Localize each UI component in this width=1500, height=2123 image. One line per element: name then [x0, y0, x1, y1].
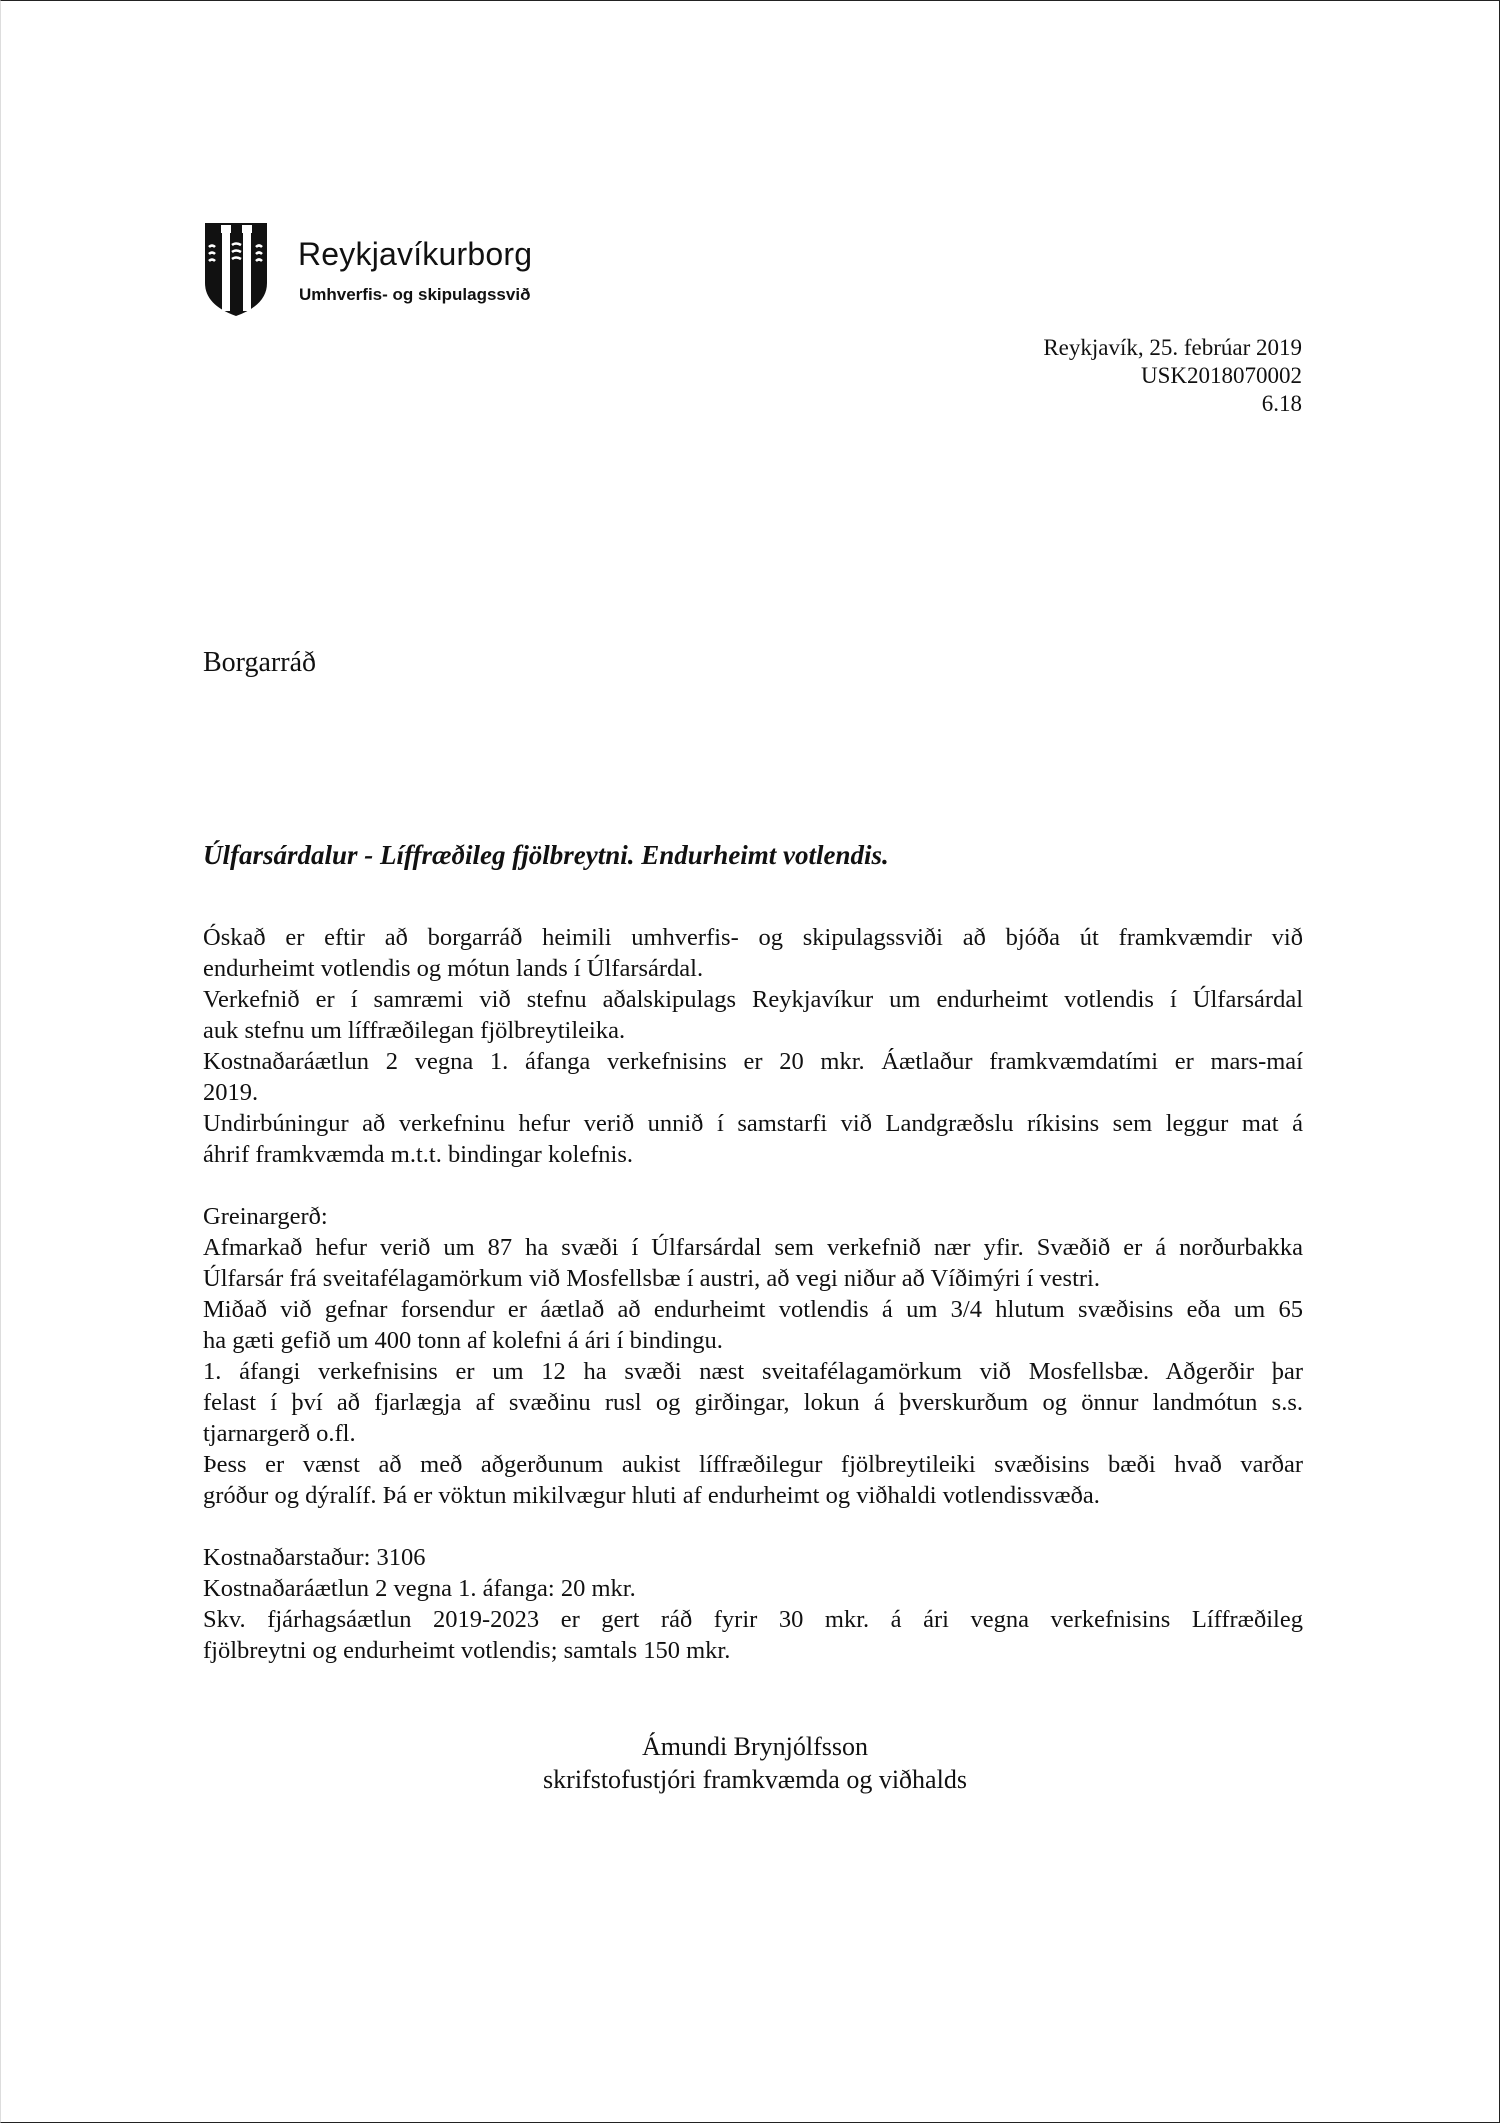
- paragraph: [203, 1542, 1303, 1666]
- place-date: Reykjavík, 25. febrúar 2019: [1043, 335, 1302, 360]
- text-line: Kostnaðaráætlun 2 vegna 1. áfanga verkefnisins er 20 mkr. Áætlaður framkvæmdatími er mars-maí: [203, 1048, 1303, 1075]
- paragraph-gap: [203, 1511, 1303, 1542]
- letter-heading: Úlfarsárdalur - Líffræðileg fjölbreytni. Endurheimt votlendis.: [203, 840, 889, 870]
- signature-block: [0, 1730, 1500, 1796]
- text-line: Kostnaðaráætlun 2 vegna 1. áfanga: 20 mkr.: [203, 1575, 636, 1602]
- text-line: 2019.: [203, 1079, 259, 1106]
- text-line: Undirbúningur að verkefninu hefur verið unnið í samstarfi við Landgræðslu ríkisins sem leggur mat á: [203, 1110, 1303, 1137]
- text-line: auk stefnu um líffræðilegan fjölbreytileika.: [203, 1017, 626, 1044]
- reference-number: 6.18: [1261, 391, 1302, 416]
- case-number: USK2018070002: [1140, 363, 1302, 388]
- recipient: Borgarráð: [203, 647, 316, 678]
- text-line: Skv. fjárhagsáætlun 2019-2023 er gert ráð fyrir 30 mkr. á ári vegna verkefnisins Líffræðileg: [203, 1606, 1303, 1633]
- paragraph: [203, 922, 1303, 1170]
- text-line: tjarnargerð o.fl.: [203, 1420, 356, 1447]
- text-line: Þess er vænst að með aðgerðunum aukist líffræðilegur fjölbreytileiki svæðisins bæði hvað varðar: [203, 1451, 1303, 1478]
- department-name: Umhverfis- og skipulagssvið: [299, 285, 531, 304]
- text-line: 1. áfangi verkefnisins er um 12 ha svæði næst sveitafélagamörkum við Mosfellsbæ. Aðgerðir þar: [203, 1358, 1303, 1385]
- text-line: Úlfarsár frá sveitafélagamörkum við Mosfellsbæ í austri, að vegi niður að Víðimýri í vestri.: [203, 1265, 1100, 1292]
- organization-name: Reykjavíkurborg: [298, 236, 533, 272]
- text-line: endurheimt votlendis og mótun lands í Úlfarsárdal.: [203, 955, 704, 982]
- letter-meta: [1043, 334, 1302, 418]
- text-line: felast í því að fjarlægja af svæðinu rusl og girðingar, lokun á þverskurðum og önnur landmótun s.s.: [203, 1389, 1303, 1416]
- signatory-name: Ámundi Brynjólfsson: [641, 1732, 869, 1761]
- text-line: áhrif framkvæmda m.t.t. bindingar kolefnis.: [203, 1141, 634, 1168]
- reykjavik-coat-of-arms-logo: [203, 221, 269, 317]
- paragraph: [203, 1201, 1303, 1511]
- text-line: Afmarkað hefur verið um 87 ha svæði í Úlfarsárdal sem verkefnið nær yfir. Svæðið er á norðurbakka: [203, 1234, 1303, 1261]
- text-line: Miðað við gefnar forsendur er áætlað að endurheimt votlendis á um 3/4 hlutum svæðisins eða um 65: [203, 1296, 1303, 1323]
- signatory-title: skrifstofustjóri framkvæmda og viðhalds: [543, 1765, 967, 1794]
- text-line: Kostnaðarstaður: 3106: [203, 1544, 426, 1571]
- text-line: fjölbreytni og endurheimt votlendis; samtals 150 mkr.: [203, 1637, 731, 1664]
- text-line: gróður og dýralíf. Þá er vöktun mikilvægur hluti af endurheimt og viðhaldi votlendissvæða.: [203, 1482, 1100, 1509]
- text-line: Óskað er eftir að borgarráð heimili umhverfis- og skipulagssviði að bjóða út framkvæmdir við: [203, 924, 1303, 951]
- paragraph-gap: [203, 1170, 1303, 1201]
- text-line: Greinargerð:: [203, 1203, 328, 1230]
- letter-body: [203, 922, 1303, 1666]
- text-line: Verkefnið er í samræmi við stefnu aðalskipulags Reykjavíkur um endurheimt votlendis í Úlfarsárdal: [203, 986, 1303, 1013]
- text-line: ha gæti gefið um 400 tonn af kolefni á ári í bindingu.: [203, 1327, 723, 1354]
